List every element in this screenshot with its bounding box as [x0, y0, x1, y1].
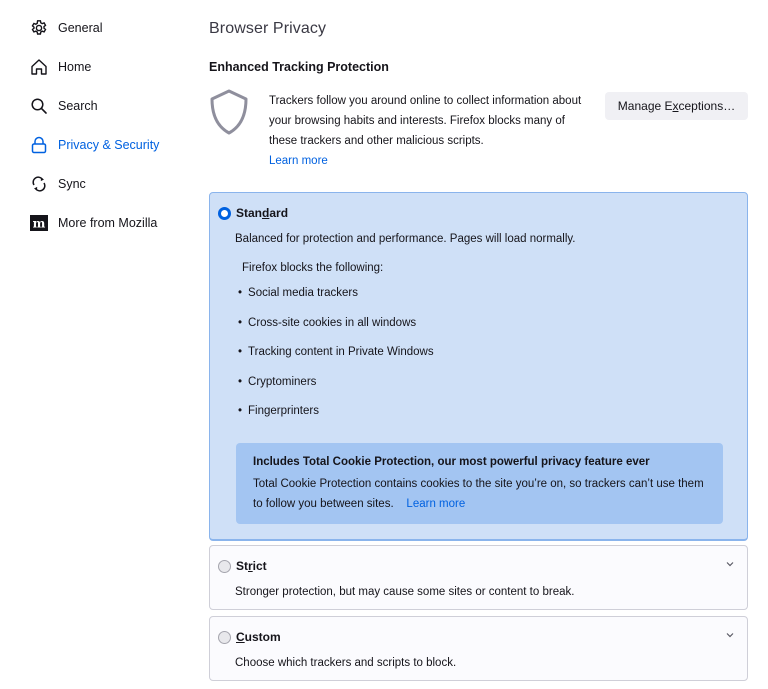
sidebar-item-label: More from Mozilla: [58, 216, 158, 230]
label-accesskey: d: [262, 206, 270, 220]
etp-description: [269, 91, 589, 171]
sidebar-item-home[interactable]: [30, 55, 91, 79]
sidebar-item-search[interactable]: [30, 94, 98, 118]
gear-icon: [30, 19, 48, 37]
block-item-fingerprinters: • Fingerprinters: [238, 405, 319, 417]
tcp-learn-more-link[interactable]: Learn more: [406, 498, 466, 510]
block-item-tracking-content: • Tracking content in Private Windows: [238, 346, 434, 358]
custom-radio-row[interactable]: [218, 630, 281, 644]
tcp-description: [253, 474, 713, 514]
standard-radio[interactable]: [218, 207, 231, 220]
mozilla-icon: [30, 214, 48, 232]
strict-radio[interactable]: [218, 560, 231, 573]
blocks-title: Firefox blocks the following:: [242, 262, 384, 274]
svg-text:m: m: [32, 216, 46, 231]
sidebar-item-label: Search: [58, 99, 98, 113]
manage-exceptions-accesskey: x: [672, 99, 679, 113]
label-accesskey: C: [236, 630, 245, 644]
shield-icon: [209, 88, 249, 136]
standard-radio-row[interactable]: [218, 206, 288, 220]
block-item-cross-site-cookies: • Cross-site cookies in all windows: [238, 317, 416, 329]
category-standard[interactable]: [209, 192, 748, 541]
label-part: Stan: [236, 206, 263, 220]
sidebar-item-sync[interactable]: [30, 172, 86, 196]
sidebar-item-label: Home: [58, 60, 92, 74]
category-custom[interactable]: [209, 616, 748, 681]
manage-exceptions-label: Manage E: [617, 99, 673, 113]
total-cookie-protection-banner: [236, 443, 723, 524]
sidebar-item-more-from-mozilla[interactable]: [30, 211, 157, 235]
manage-exceptions-button[interactable]: [605, 92, 748, 120]
tcp-title: Includes Total Cookie Protection, our most powerful privacy feature ever: [253, 456, 650, 468]
strict-label: [236, 559, 267, 573]
strict-description: Stronger protection, but may cause some sites or content to break.: [235, 586, 575, 598]
custom-radio[interactable]: [218, 631, 231, 644]
label-part: St: [236, 559, 248, 573]
chevron-down-icon[interactable]: [725, 631, 735, 639]
chevron-down-icon[interactable]: [725, 560, 735, 568]
tcp-description-text: Total Cookie Protection contains cookies to the site you’re on, so trackers can’t use them to follow you between sites.: [253, 478, 704, 510]
custom-label: [236, 630, 281, 644]
sync-icon: [30, 175, 48, 193]
standard-label: [236, 206, 288, 220]
sidebar-item-label: Sync: [58, 177, 86, 191]
custom-description: Choose which trackers and scripts to block.: [235, 657, 457, 669]
search-icon: [30, 97, 48, 115]
section-title: Enhanced Tracking Protection: [209, 60, 389, 74]
standard-description: Balanced for protection and performance. Pages will load normally.: [235, 233, 576, 245]
category-strict[interactable]: [209, 545, 748, 610]
sidebar-item-general[interactable]: [30, 16, 102, 40]
strict-radio-row[interactable]: [218, 559, 267, 573]
etp-learn-more-link[interactable]: Learn more: [269, 155, 328, 167]
page-title: Browser Privacy: [209, 20, 327, 37]
sidebar-item-label: Privacy & Security: [58, 138, 160, 152]
block-item-cryptominers: • Cryptominers: [238, 376, 316, 388]
label-part: ard: [269, 206, 289, 220]
block-item-social-media: • Social media trackers: [238, 287, 358, 299]
sidebar-item-privacy-security[interactable]: [30, 133, 159, 157]
label-part: ict: [252, 559, 267, 573]
etp-description-text: Trackers follow you around online to collect information about your browsing habits and interests. Firefox blocks many of these trackers and other malicious scripts.: [269, 95, 582, 147]
home-icon: [30, 58, 48, 76]
sidebar-item-label: General: [58, 21, 103, 35]
label-accesskey: r: [248, 559, 253, 573]
label-part: ustom: [244, 630, 281, 644]
lock-icon: [30, 136, 48, 154]
manage-exceptions-label-rest: ceptions…: [678, 99, 736, 113]
